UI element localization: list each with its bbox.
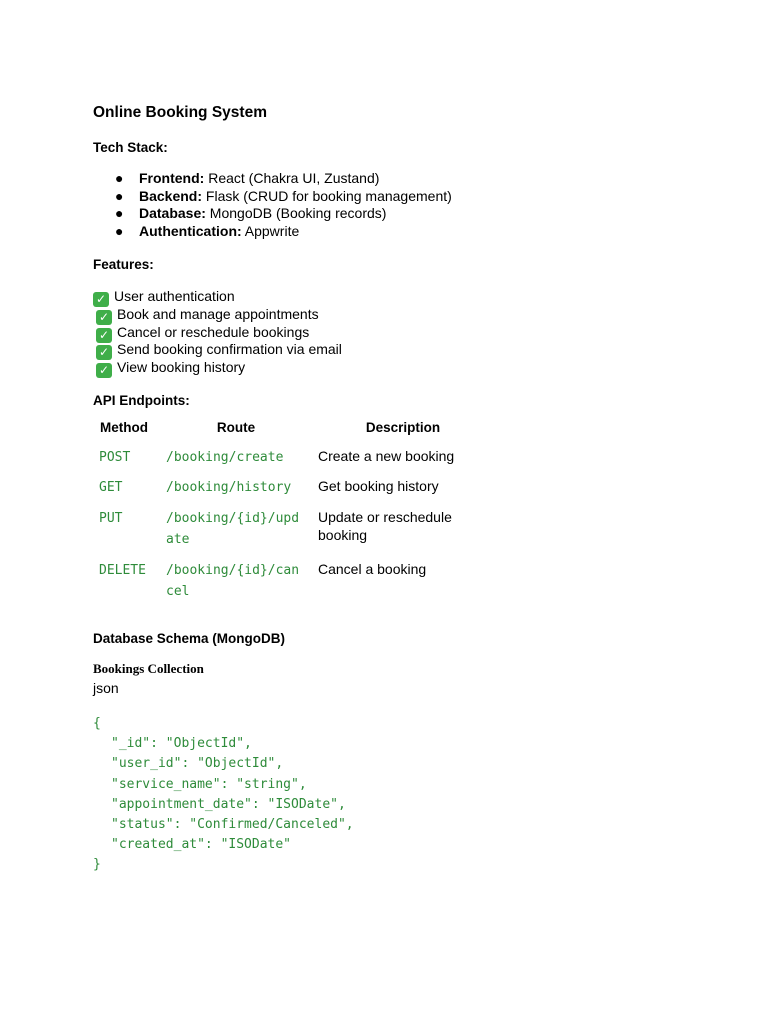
tech-stack-list [93, 170, 452, 241]
page-title: Online Booking System [93, 104, 267, 121]
feature-text: Book and manage appointments [117, 305, 319, 322]
table-row [93, 439, 494, 472]
description-cell: Cancel a booking [318, 561, 427, 577]
features-list [93, 288, 342, 377]
description-cell: Create a new booking [318, 448, 455, 464]
code-line: "user_id": "ObjectId", [111, 756, 284, 772]
tech-stack-value: MongoDB (Booking records) [205, 205, 387, 222]
api-endpoints-heading: API Endpoints: [93, 393, 190, 408]
tech-stack-label: Database: [139, 205, 206, 222]
table-row [93, 503, 494, 555]
list-item [93, 359, 342, 377]
tech-stack-value: Flask (CRUD for booking management) [202, 187, 452, 204]
method-cell: POST [99, 450, 131, 465]
table-row [93, 555, 494, 607]
method-cell: GET [99, 480, 123, 495]
database-schema-heading: Database Schema (MongoDB) [93, 631, 286, 646]
feature-text: Send booking confirmation via email [117, 341, 342, 358]
api-endpoints-table [93, 415, 494, 607]
list-item [93, 188, 452, 206]
column-header-route: Route [216, 419, 256, 435]
bullet-icon: ● [115, 187, 124, 204]
code-line: { [93, 716, 101, 731]
feature-text: Cancel or reschedule bookings [117, 323, 310, 340]
json-code-block [93, 714, 354, 876]
code-line: "created_at": "ISODate" [111, 837, 292, 853]
tech-stack-label: Authentication: [139, 223, 242, 240]
list-item [93, 205, 452, 223]
code-line: "_id": "ObjectId", [111, 736, 252, 752]
tech-stack-label: Frontend: [139, 170, 205, 186]
bullet-icon: ● [115, 170, 124, 186]
route-cell: /booking/{id}/cancel [166, 563, 300, 599]
check-mark-icon: ✓ [96, 363, 112, 378]
tech-stack-value: React (Chakra UI, Zustand) [204, 170, 380, 186]
table-header-row [93, 415, 494, 439]
list-item [93, 170, 452, 188]
bullet-icon: ● [115, 223, 124, 240]
check-mark-icon: ✓ [96, 345, 112, 360]
column-header-method: Method [100, 419, 148, 435]
column-header-description: Description [365, 419, 441, 435]
features-heading: Features: [93, 257, 154, 272]
code-line: "service_name": "string", [111, 776, 307, 792]
tech-stack-value: Appwrite [241, 223, 300, 240]
list-item [93, 223, 452, 241]
list-item [93, 288, 342, 306]
bookings-collection-heading: Bookings Collection [93, 661, 204, 676]
list-item [93, 341, 342, 359]
code-language-label: json [93, 680, 119, 696]
list-item [93, 306, 342, 324]
feature-text: User authentication [114, 288, 235, 304]
check-mark-icon: ✓ [96, 310, 112, 325]
code-line: "status": "Confirmed/Canceled", [111, 817, 354, 833]
feature-text: View booking history [117, 359, 246, 376]
method-cell: PUT [99, 511, 123, 526]
route-cell: /booking/create [166, 450, 284, 465]
tech-stack-label: Backend: [139, 187, 203, 204]
code-line: "appointment_date": "ISODate", [111, 796, 346, 812]
route-cell: /booking/{id}/update [166, 511, 300, 547]
description-cell: Update or reschedule booking [318, 509, 452, 543]
route-cell: /booking/history [166, 480, 292, 495]
tech-stack-heading: Tech Stack: [93, 140, 168, 155]
list-item [93, 324, 342, 342]
check-mark-icon: ✓ [96, 328, 112, 343]
table-row [93, 472, 494, 503]
method-cell: DELETE [99, 563, 146, 578]
description-cell: Get booking history [318, 478, 439, 494]
code-line: } [93, 857, 101, 873]
check-mark-icon: ✓ [93, 292, 109, 307]
bullet-icon: ● [115, 205, 124, 222]
